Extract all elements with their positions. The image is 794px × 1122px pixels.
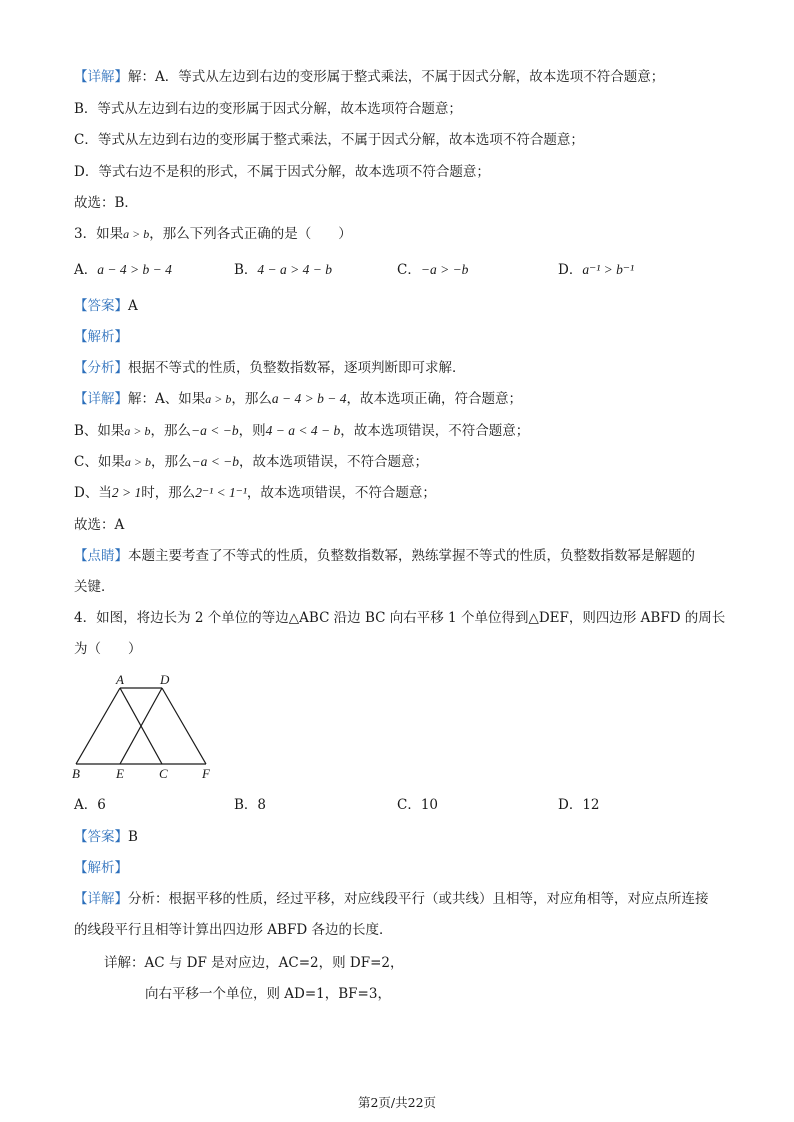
q4-detail-1 (74, 890, 709, 908)
fenxi-tag: 【分析】 (74, 360, 128, 376)
q2-choose: 故选：B． (74, 195, 138, 211)
q3-d3-post: ，故本选项错误，不符合题意； (239, 454, 429, 470)
q3-d2-math-2: −a < −b (191, 423, 239, 438)
q3-fenxi-text: 根据不等式的性质，负整数指数幂，逐项判断即可求解． (128, 360, 466, 376)
q4-detail-2: 的线段平行且相等计算出四边形 ABFD 各边的长度． (74, 922, 393, 938)
option-label: A． (74, 262, 98, 278)
q4-option-b (234, 796, 266, 814)
q2-detail-c: C．等式从左边到右边的变形属于整式乘法，不属于因式分解，故本选项不符合题意； (74, 132, 584, 148)
q2-detail-a (74, 68, 664, 86)
q3-d3-math-1: a > b (124, 455, 151, 469)
q3-d4-math-2: 2⁻¹ < 1⁻¹ (195, 485, 247, 500)
q3-analysis-tag: 【解析】 (74, 329, 128, 345)
q3-d2-mid-2: ，则 (238, 423, 266, 439)
q3-d3-pre: C、如果 (74, 454, 125, 470)
q3-detail-1 (74, 390, 522, 408)
option-value: 6 (97, 797, 106, 813)
q3-d2-pre: B、如果 (74, 423, 125, 439)
label-d: D (160, 672, 170, 687)
label-e: E (116, 766, 124, 781)
q3-d1-mid: ，那么 (231, 391, 272, 407)
q3-d4-post: ，故本选项错误，不符合题意； (246, 485, 436, 501)
q4-analysis-tag: 【解析】 (74, 860, 128, 876)
q3-d1-math-2: a − 4 > b − 4 (271, 391, 347, 406)
q3-d3-mid: ，那么 (150, 454, 192, 470)
q3-d4-mid: 时，那么 (141, 485, 196, 501)
segment-ab (76, 688, 120, 764)
q4-option-d (558, 796, 600, 814)
segment-df (162, 688, 206, 764)
q3-d2-mid-1: ，那么 (150, 423, 192, 439)
q4-answer-value: B (128, 829, 138, 845)
option-value: 12 (582, 797, 600, 813)
q3-comment-1 (74, 547, 695, 565)
q4-stem-1: 4．如图，将边长为 2 个单位的等边△ABC 沿边 BC 向右平移 1 个单位得到△DEF，则四边形 ABFD 的周长 (74, 610, 726, 626)
q3-answer-value: A (128, 298, 138, 314)
q4-stem-2: 为（ ） (74, 641, 142, 657)
answer-tag: 【答案】 (74, 298, 128, 314)
q3-d1-math-1: a > b (205, 392, 232, 406)
q3-option-b (234, 261, 332, 279)
option-label: B． (234, 262, 258, 278)
q4-figure (64, 670, 224, 782)
option-math: a⁻¹ > b⁻¹ (582, 262, 635, 277)
label-a: A (116, 672, 124, 687)
option-label: C． (397, 262, 421, 278)
option-label: D． (558, 797, 583, 813)
label-b: B (72, 766, 80, 781)
q4-option-c (397, 796, 438, 814)
q4-answer (74, 828, 138, 846)
option-math: a − 4 > b − 4 (97, 262, 172, 277)
q4-detail-4: 向右平移一个单位，则 AD=1，BF=3， (145, 986, 391, 1002)
q2-detail-b: B．等式从左边到右边的变形属于因式分解，故本选项符合题意； (74, 101, 462, 117)
q3-d3-math-2: −a < −b (191, 454, 240, 469)
comment-tag: 【点睛】 (74, 548, 128, 564)
q2-detail-d: D．等式右边不是积的形式，不属于因式分解，故本选项不符合题意； (74, 164, 490, 180)
label-c: C (159, 766, 168, 781)
q3-d4-pre: D、当 (74, 485, 112, 501)
q3-comment-2: 关键． (74, 579, 115, 595)
q3-choose: 故选：A (74, 517, 125, 533)
detail-tag: 【详解】 (74, 391, 128, 407)
q3-detail-3 (74, 453, 428, 471)
q3-d2-math-3: 4 − a < 4 − b (265, 423, 341, 438)
q3-option-d (558, 261, 634, 279)
q3-stem-post: ，那么下列各式正确的是（ ） (149, 226, 352, 242)
detail-tag: 【详解】 (74, 891, 128, 907)
answer-tag: 【答案】 (74, 829, 128, 845)
option-math: 4 − a > 4 − b (257, 262, 333, 277)
q3-d2-math-1: a > b (124, 424, 151, 438)
option-label: A． (74, 797, 98, 813)
q2-detail-a-text: 解：A．等式从左边到右边的变形属于整式乘法，不属于因式分解，故本选项不符合题意； (128, 69, 665, 85)
option-math: −a > −b (420, 262, 469, 277)
option-label: B． (234, 797, 258, 813)
q3-comment-text-1: 本题主要考查了不等式的性质，负整数指数幂，熟练掌握不等式的性质，负整数指数幂是解题的 (128, 548, 695, 564)
q3-answer (74, 297, 138, 315)
option-label: D． (558, 262, 583, 278)
q3-option-a (74, 261, 172, 279)
page-footer: 第2页/共22页 (357, 1095, 437, 1110)
label-f: F (202, 766, 210, 781)
detail-tag: 【详解】 (74, 69, 128, 85)
q3-d4-math-1: 2 > 1 (111, 485, 142, 500)
option-label: C． (397, 797, 421, 813)
q3-detail-4 (74, 484, 436, 502)
option-value: 8 (257, 797, 267, 813)
q3-fenxi (74, 359, 466, 377)
q3-d2-post: ，故本选项错误，不符合题意； (340, 423, 530, 439)
option-value: 10 (420, 797, 439, 813)
q3-stem-pre: 3．如果 (74, 226, 124, 242)
q3-stem-math: a > b (123, 227, 150, 241)
q3-d1-pre: 解：A、如果 (128, 391, 206, 407)
q3-d1-post: ，故本选项正确，符合题意； (346, 391, 522, 407)
q3-option-c (397, 261, 468, 279)
q3-detail-2 (74, 422, 529, 440)
q4-detail-text-1: 分析：根据平移的性质，经过平移，对应线段平行（或共线）且相等，对应角相等，对应点所连接 (128, 891, 709, 907)
q4-option-a (74, 796, 106, 814)
q3-stem (74, 225, 352, 243)
q4-detail-3: 详解：AC 与 DF 是对应边，AC=2，则 DF=2， (104, 955, 404, 971)
